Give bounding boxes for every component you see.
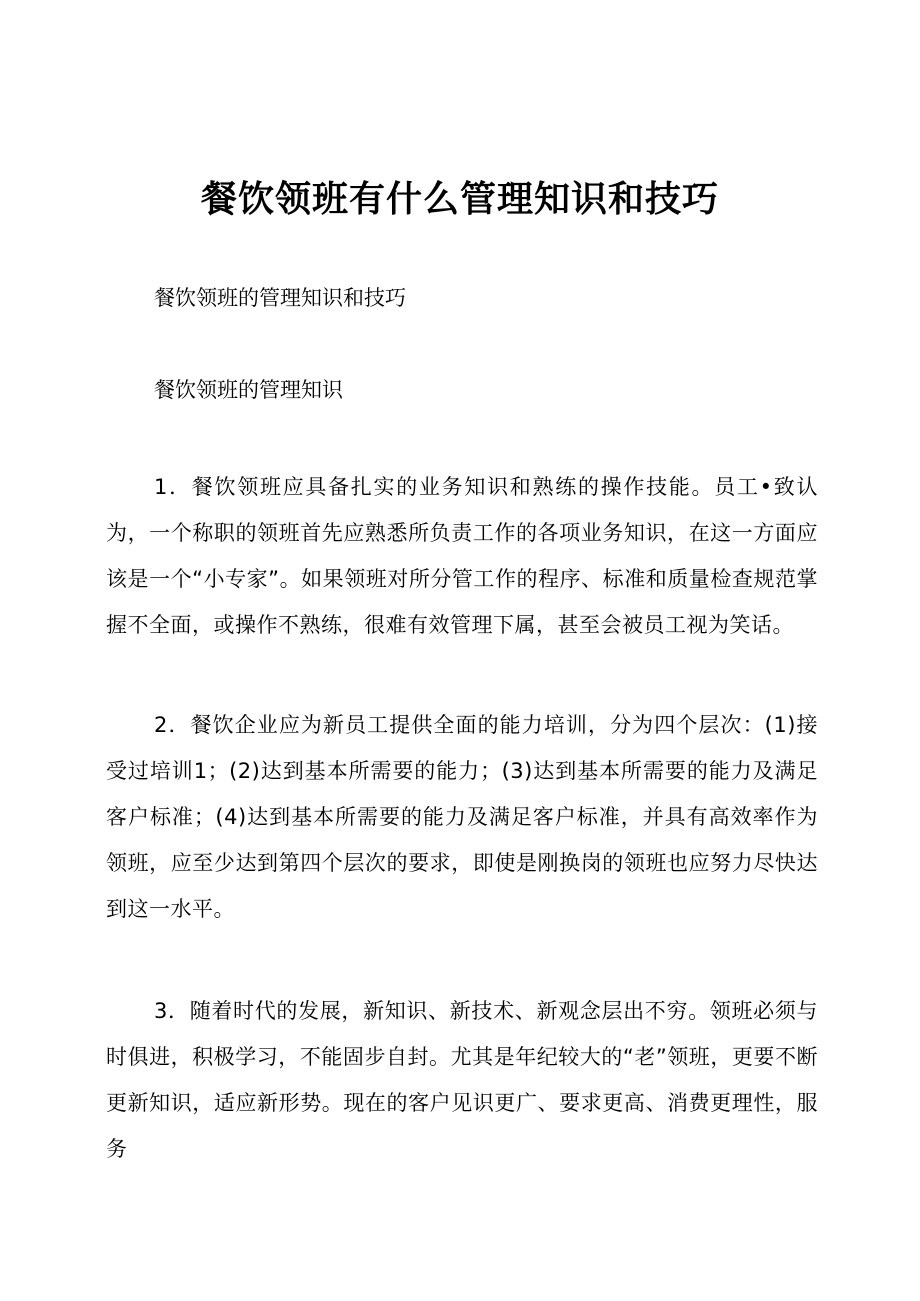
subtitle-management-knowledge-and-skills: 餐饮领班的管理知识和技巧 [154,286,406,310]
paragraph-1: 1．餐饮领班应具备扎实的业务知识和熟练的操作技能。员工•致认为，一个称职的领班首先应熟悉所负责工作的各项业务知识，在这一方面应该是一个“小专家”。如果领班对所分管工作的程序、标准和质量检查规范掌握不全面，或操作不熟练，很难有效管理下属，甚至会被员工视为笑话。 [106,475,818,637]
subtitle-management-knowledge: 餐饮领班的管理知识 [154,378,343,402]
paragraph-2: 2．餐饮企业应为新员工提供全面的能力培训，分为四个层次：(1)接受过培训1；(2)达到基本所需要的能力；(3)达到基本所需要的能力及满足客户标准；(4)达到基本所需要的能力及满足客户标准，并具有高效率作为领班，应至少达到第四个层次的要求，即使是刚换岗的领班也应努力尽快达到这一水平。 [106,713,818,921]
paragraph-3: 3．随着时代的发展，新知识、新技术、新观念层出不穷。领班必须与时俱进，积极学习，不能固步自封。尤其是年纪较大的“老”领班，更要不断更新知识，适应新形势。现在的客户见识更广、要求更高、消费更理性，服务 [106,999,818,1161]
document-title: 餐饮领班有什么管理知识和技巧 [200,179,719,220]
